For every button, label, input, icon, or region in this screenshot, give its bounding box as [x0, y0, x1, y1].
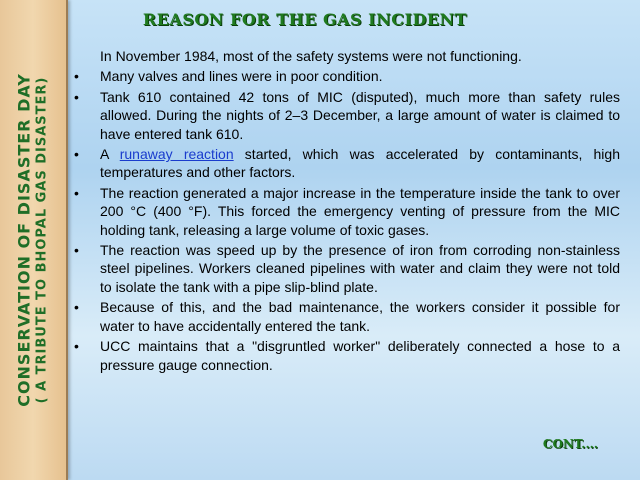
bullet-icon: • — [74, 338, 79, 355]
side-banner — [0, 0, 68, 480]
runaway-reaction-link[interactable]: runaway reaction — [119, 146, 234, 163]
list-item — [74, 145, 620, 182]
bullet-icon: • — [74, 146, 79, 163]
continued-label: CONT.... — [542, 437, 598, 451]
list-item — [74, 241, 620, 296]
list-item-text: Many valves and lines were in poor condition. — [100, 68, 383, 85]
bullet-icon: • — [74, 242, 79, 259]
side-banner-line2: ( A TRIBUTE TO BHOPAL GAS DISASTER) — [34, 76, 50, 404]
list-item-text: The reaction was speed up by the presence of iron from corroding non-stainless steel pipelines. Workers cleaned pipelines with water and claim they were not told to isolate the tank with a pipe slip-blind plate. — [100, 242, 620, 295]
bullet-icon: • — [74, 184, 79, 201]
bullet-icon: • — [74, 88, 79, 105]
list-item-text: UCC maintains that a "disgruntled worker" deliberately connected a hose to a pressure gauge connection. — [100, 338, 620, 373]
side-banner-line1: CONSERVATION OF DISASTER DAY — [14, 73, 34, 407]
page-title: REASON FOR THE GAS INCIDENT — [142, 10, 468, 29]
list-item — [74, 184, 620, 239]
list-item — [74, 88, 620, 143]
bullet-icon: • — [74, 299, 79, 316]
list-item-text: The reaction generated a major increase in the temperature inside the tank to over 200 °C (400 °F). This forced the emergency venting of pressure from the MIC holding tank, releasing a large volume of toxic gases. — [100, 184, 620, 238]
bullet-icon: • — [74, 68, 79, 85]
list-item-text-after: started, which was accelerated by contaminants, high temperatures and other factors. — [100, 146, 620, 181]
side-banner-text — [15, 73, 52, 407]
list-item-text-before: A — [100, 146, 120, 163]
list-item — [74, 298, 620, 335]
slide-content — [74, 47, 620, 376]
bullet-list — [74, 67, 620, 374]
list-item-text: Tank 610 contained 42 tons of MIC (disputed), much more than safety rules allowed. During the nights of 2–3 December, a large amount of water is claimed to have entered tank 610. — [100, 88, 620, 142]
list-item — [74, 337, 620, 374]
list-item — [74, 67, 620, 85]
intro-line: In November 1984, most of the safety systems were not functioning. — [100, 48, 522, 64]
list-item-text: Because of this, and the bad maintenance, the workers consider it possible for water to have accidentally entered the tank. — [100, 299, 620, 334]
